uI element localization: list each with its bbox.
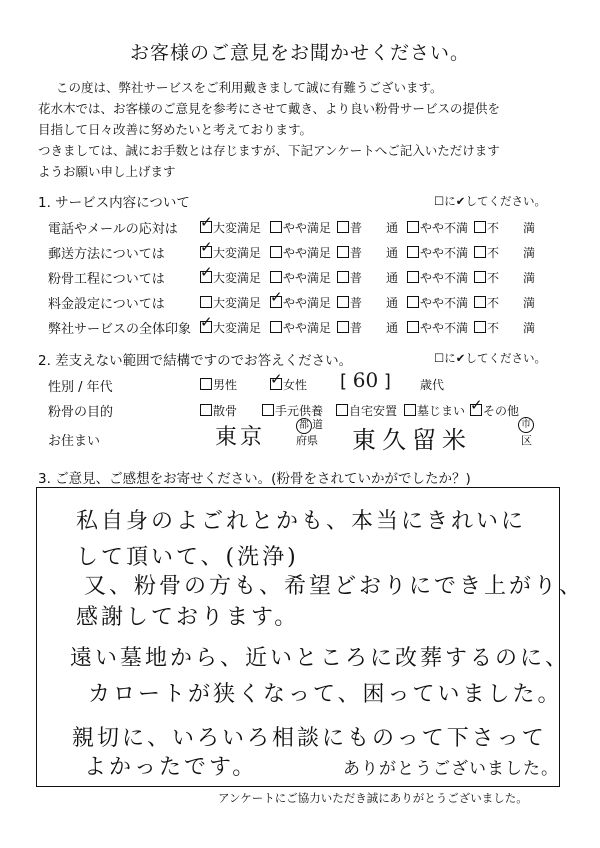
comment-line: 遠い墓地から、近いところに改葬するのに、: [70, 646, 571, 671]
checkmark-icon: ✓: [200, 238, 213, 256]
checkmark-icon: ✓: [270, 370, 283, 388]
purpose-label: 粉骨の目的: [48, 405, 114, 420]
purpose-option[interactable]: 手元供養: [262, 402, 323, 419]
intro-line: 目指して日々改善に努めたいと考えております。: [38, 122, 313, 137]
intro-line: つきましては、誠にお手数とは存じますが、下記アンケートへご記入いただけます: [38, 143, 500, 158]
satisfaction-row-label: 電話やメールの応対は: [48, 222, 178, 237]
checkbox[interactable]: [407, 271, 419, 283]
satisfaction-option[interactable]: 大変満足: [200, 294, 261, 311]
satisfaction-option[interactable]: 不 満: [474, 219, 535, 236]
checkbox[interactable]: [474, 271, 486, 283]
section3-heading: 3. ご意見、ご感想をお寄せください。(粉骨をされていかがでしたか？): [38, 471, 471, 487]
age-suffix: 歳代: [420, 378, 445, 392]
checkbox[interactable]: [200, 296, 212, 308]
satisfaction-option[interactable]: 不 満: [474, 294, 535, 311]
checkbox[interactable]: [474, 321, 486, 333]
satisfaction-option[interactable]: やや満足: [270, 244, 331, 261]
comment-line: して頂いて、(洗浄): [76, 545, 299, 570]
satisfaction-row-label: 弊社サービスの全体印象: [48, 322, 192, 337]
checkbox[interactable]: [407, 296, 419, 308]
checkbox[interactable]: [474, 296, 486, 308]
checkbox[interactable]: [470, 396, 483, 416]
intro-line: 花水木では、お客様のご意見を参考にさせて戴き、より良い粉骨サービスの提供を: [38, 101, 501, 116]
checkbox[interactable]: [270, 321, 282, 333]
checkbox[interactable]: [200, 238, 213, 258]
checkmark-icon: ✓: [200, 313, 213, 331]
city-value[interactable]: 東久留米: [352, 426, 472, 454]
comment-line: 感謝しております。: [76, 605, 300, 630]
checkbox[interactable]: [200, 404, 212, 416]
comment-line: カロートが狭くなって、困っていました。: [88, 682, 563, 707]
gender-female-option[interactable]: ✓ 女性: [270, 370, 308, 392]
checkbox[interactable]: [270, 288, 283, 308]
satisfaction-option[interactable]: やや不満: [407, 244, 468, 261]
satisfaction-option[interactable]: 普 通: [337, 244, 398, 261]
purpose-option[interactable]: 墓じまい: [404, 402, 465, 419]
address-label: お住まい: [48, 434, 101, 449]
checkmark-icon: ✓: [200, 263, 213, 281]
city-units: 市 区: [518, 416, 534, 449]
satisfaction-option[interactable]: ✓ 大変満足: [200, 263, 262, 285]
satisfaction-option[interactable]: やや満足: [270, 319, 331, 336]
checkbox[interactable]: [474, 246, 486, 258]
satisfaction-option[interactable]: 普 通: [337, 219, 398, 236]
satisfaction-row-label: 料金設定については: [48, 297, 165, 312]
checkbox[interactable]: [337, 296, 349, 308]
comment-closing: ありがとうございました。: [343, 759, 559, 779]
checkbox[interactable]: [200, 313, 213, 333]
checkbox[interactable]: [337, 271, 349, 283]
checkbox[interactable]: [474, 221, 486, 233]
prefecture-units: 都 道 府県: [296, 418, 323, 447]
satisfaction-option[interactable]: 不 満: [474, 269, 535, 286]
satisfaction-option[interactable]: やや不満: [407, 269, 468, 286]
checkbox[interactable]: [200, 213, 213, 233]
checkbox[interactable]: [337, 221, 349, 233]
section2-heading: 2. 差支えない範囲で結構ですのでお答えください。: [38, 353, 353, 369]
checkbox[interactable]: [262, 404, 274, 416]
checkmark-icon: ✓: [470, 396, 483, 414]
comment-line: 又、粉骨の方も、希望どおりにでき上がり、: [84, 574, 585, 599]
age-value: 60: [352, 368, 379, 392]
checkmark-icon: ✓: [200, 213, 213, 231]
selected-unit: 都: [296, 418, 312, 434]
section1-note: ☐に✔してください。: [434, 194, 546, 208]
intro-line: ようお願い申し上げます: [38, 164, 176, 179]
satisfaction-option[interactable]: 不 満: [474, 319, 535, 336]
satisfaction-option[interactable]: やや満足: [270, 269, 331, 286]
purpose-option[interactable]: ✓ その他: [470, 396, 520, 418]
gender-age-label: 性別 / 年代: [48, 380, 113, 395]
checkbox[interactable]: [404, 404, 416, 416]
intro-line: この度は、弊社サービスをご利用戴きまして誠に有難うございます。: [56, 80, 443, 95]
page-title: お客様のご意見をお聞かせください。: [129, 42, 470, 64]
gender-male-option[interactable]: 男性: [200, 376, 237, 393]
checkbox[interactable]: [336, 404, 348, 416]
checkbox[interactable]: [200, 263, 213, 283]
satisfaction-option[interactable]: 不 満: [474, 244, 535, 261]
satisfaction-option[interactable]: ✓ やや満足: [270, 288, 332, 310]
satisfaction-option[interactable]: ✓ 大変満足: [200, 213, 262, 235]
prefecture-value[interactable]: 東京: [215, 425, 266, 450]
comment-line: 私自身のよごれとかも、本当にきれいに: [76, 509, 527, 534]
satisfaction-row-label: 粉骨工程については: [48, 272, 165, 287]
checkbox[interactable]: [270, 370, 283, 390]
satisfaction-option[interactable]: やや不満: [407, 294, 468, 311]
purpose-option[interactable]: 自宅安置: [336, 402, 397, 419]
age-field[interactable]: [ 60 ]: [340, 368, 391, 392]
selected-unit: 市: [518, 417, 534, 433]
footer-thanks: アンケートにご協力いただき誠にありがとうございました。: [218, 791, 528, 805]
satisfaction-option[interactable]: やや不満: [407, 219, 468, 236]
satisfaction-option[interactable]: 普 通: [337, 269, 398, 286]
checkmark-icon: ✓: [270, 288, 283, 306]
section2-note: ☐に✔してください。: [434, 351, 546, 365]
checkbox[interactable]: [270, 221, 282, 233]
satisfaction-option[interactable]: やや不満: [407, 319, 468, 336]
purpose-option[interactable]: 散骨: [200, 402, 237, 419]
section1-heading: 1. サービス内容について: [38, 195, 190, 211]
checkbox[interactable]: [407, 221, 419, 233]
checkbox[interactable]: [200, 378, 212, 390]
satisfaction-option[interactable]: 普 通: [337, 319, 398, 336]
satisfaction-option[interactable]: ✓ 大変満足: [200, 238, 262, 260]
satisfaction-option[interactable]: 普 通: [337, 294, 398, 311]
comment-line: 親切に、いろいろ相談にものって下さって: [72, 726, 547, 751]
checkbox[interactable]: [270, 246, 282, 258]
checkbox[interactable]: [337, 321, 349, 333]
satisfaction-option[interactable]: ✓ 大変満足: [200, 313, 262, 335]
checkbox[interactable]: [270, 271, 282, 283]
satisfaction-row-label: 郵送方法については: [48, 247, 165, 262]
checkbox[interactable]: [337, 246, 349, 258]
satisfaction-option[interactable]: やや満足: [270, 219, 331, 236]
checkbox[interactable]: [407, 246, 419, 258]
comment-line: よかったです。: [84, 755, 258, 780]
checkbox[interactable]: [407, 321, 419, 333]
